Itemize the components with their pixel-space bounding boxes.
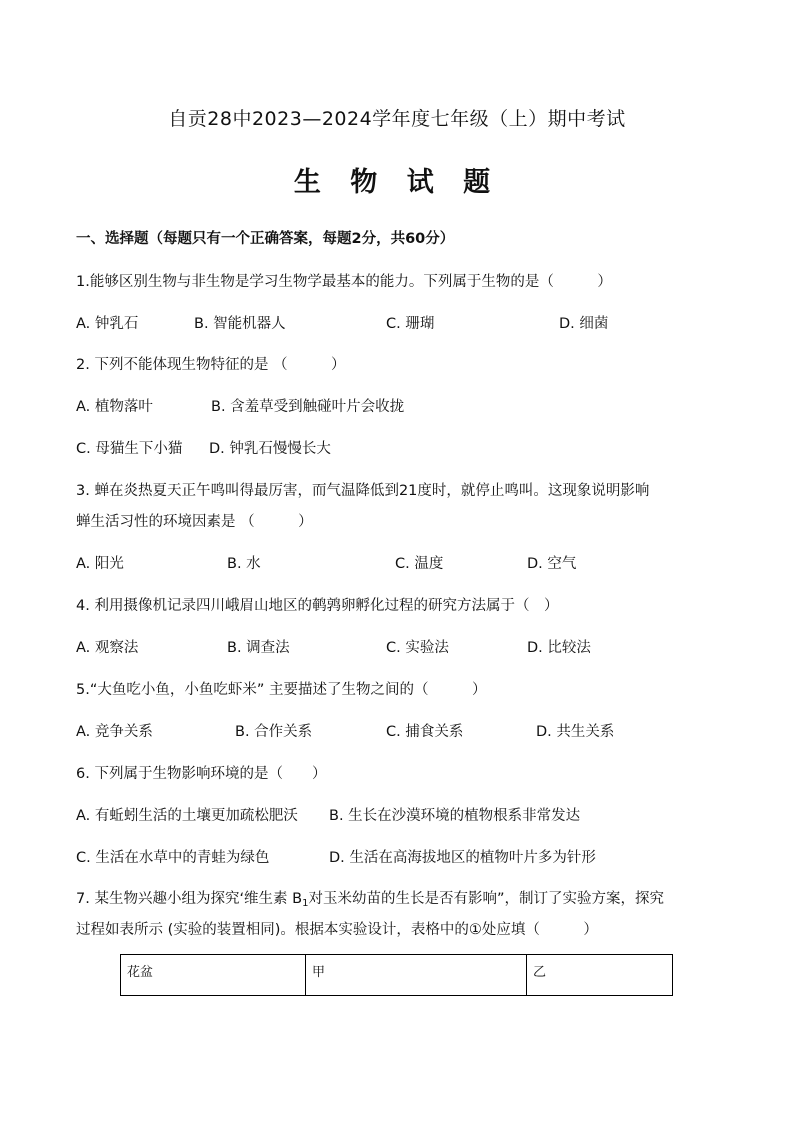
- question-3-option-b: B. 水: [227, 556, 261, 572]
- question-3-option-d: D. 空气: [527, 556, 577, 572]
- table-cell-flowerpot: 花盆: [121, 955, 306, 996]
- question-4-stem: 4. 利用摄像机记录四川峨眉山地区的鹌鹑卵孵化过程的研究方法属于（ ）: [76, 598, 559, 614]
- question-1-option-c: C. 珊瑚: [386, 316, 435, 332]
- question-1-option-b: B. 智能机器人: [194, 316, 286, 332]
- table-cell-yi: 乙: [527, 955, 673, 996]
- question-1-option-d: D. 细菌: [559, 316, 609, 332]
- question-3-stem-line-2: 蝉生活习性的环境因素是 （ ）: [76, 514, 313, 530]
- subject-title: 生 物 试 题: [293, 167, 501, 198]
- question-6-option-b: B. 生长在沙漠环境的植物根系非常发达: [329, 808, 581, 824]
- question-5-option-a: A. 竞争关系: [76, 724, 153, 740]
- question-7-stem-line-2: 过程如表所示 (实验的装置相同)。根据本实验设计，表格中的①处应填（ ）: [76, 922, 598, 938]
- question-1-stem: 1.能够区别生物与非生物是学习生物学最基本的能力。下列属于生物的是（ ）: [76, 274, 612, 290]
- question-4-option-a: A. 观察法: [76, 640, 139, 656]
- question-5-option-d: D. 共生关系: [536, 724, 615, 740]
- question-2-option-c: C. 母猫生下小猫: [76, 441, 183, 457]
- question-6-option-a: A. 有蚯蚓生活的土壤更加疏松肥沃: [76, 808, 298, 824]
- question-6-option-c: C. 生活在水草中的青蛙为绿色: [76, 850, 270, 866]
- question-3-option-c: C. 温度: [395, 556, 444, 572]
- question-2-option-a: A. 植物落叶: [76, 399, 153, 415]
- experiment-table: [120, 954, 673, 996]
- table-row: [121, 955, 673, 996]
- question-4-option-b: B. 调查法: [227, 640, 290, 656]
- question-7-stem-line-1: [76, 887, 664, 909]
- question-2-option-b: B. 含羞草受到触碰叶片会收拢: [211, 399, 405, 415]
- question-4-option-d: D. 比较法: [527, 640, 591, 656]
- question-4-option-c: C. 实验法: [386, 640, 449, 656]
- table-cell-jia: 甲: [306, 955, 527, 996]
- question-7-subscript: 1: [302, 898, 309, 909]
- question-3-stem-line-1: 3. 蝉在炎热夏天正午鸣叫得最厉害，而气温降低到21度时，就停止鸣叫。这现象说明影响: [76, 483, 650, 499]
- question-1-option-a: A. 钟乳石: [76, 316, 139, 332]
- exam-title: 自贡28中2023—2024学年度七年级（上）期中考试: [168, 108, 626, 130]
- question-7-stem-part-2: 对玉米幼苗的生长是否有影响”，制订了实验方案，探究: [308, 891, 664, 907]
- section-heading: 一、选择题（每题只有一个正确答案，每题2分，共60分）: [76, 231, 455, 247]
- question-6-stem: 6. 下列属于生物影响环境的是（ ）: [76, 766, 327, 782]
- question-2-option-d: D. 钟乳石慢慢长大: [209, 441, 331, 457]
- question-5-stem: 5.“大鱼吃小鱼，小鱼吃虾米” 主要描述了生物之间的（ ）: [76, 682, 487, 698]
- question-2-stem: 2. 下列不能体现生物特征的是 （ ）: [76, 357, 346, 373]
- question-5-option-b: B. 合作关系: [235, 724, 313, 740]
- question-3-option-a: A. 阳光: [76, 556, 124, 572]
- question-5-option-c: C. 捕食关系: [386, 724, 464, 740]
- question-7-stem-part-1: 7. 某生物兴趣小组为探究‘维生素 B: [76, 891, 303, 907]
- question-6-option-d: D. 生活在高海拔地区的植物叶片多为针形: [329, 850, 596, 866]
